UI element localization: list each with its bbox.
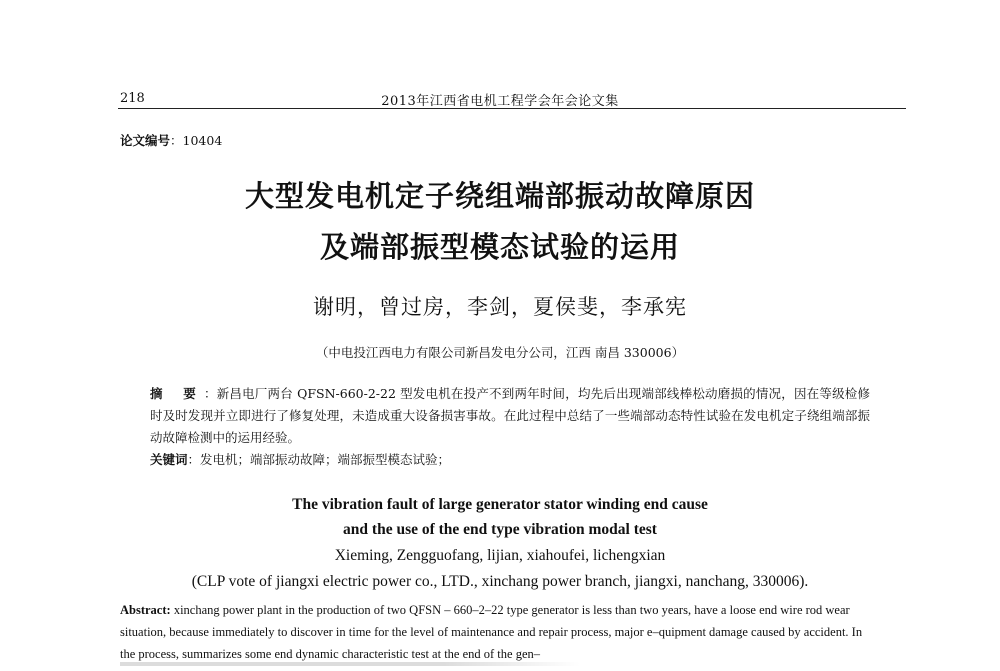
abstract-en-label: Abstract:	[120, 603, 171, 617]
keywords-cn	[150, 450, 870, 468]
title-cn-line-2: 及端部振型模态试验的运用	[319, 230, 680, 264]
abstract-cn-label: 摘 要	[150, 386, 204, 401]
paper-id-value: ：10404	[170, 133, 223, 148]
abstract-cn-text: ：新昌电厂两台 QFSN-660-2-22 型发电机在投产不到两年时间，均先后出现端部线棒松动磨损的情况，因在等级检修时及时发现并立即进行了修复处理，未造成重大设备损害事故。在此过程中总结了一些端部动态特性试验在发电机定子绕组端部振动故障检测中的运用经验。	[150, 386, 871, 445]
page-number: 218	[120, 91, 145, 106]
affiliation-cn: （中电投江西电力有限公司新昌发电分公司，江西 南昌 330006）	[315, 345, 685, 360]
cut-off-next-line	[120, 662, 580, 666]
affiliation-en: (CLP vote of jiangxi electric power co., LTD., xinchang power branch, jiangxi, nanchang, 330006).	[191, 573, 809, 590]
authors-cn: 谢明，曾过房，李剑，夏侯斐，李承宪	[313, 295, 687, 319]
abstract-en	[120, 599, 880, 665]
paper-id	[120, 131, 222, 149]
abstract-en-text: xinchang power plant in the production of two QFSN – 660–2–22 type generator is less than two years, have a loose end wire rod wear situation, because immediately to discover in time for the level of maintenance and repair process, major e–quipment damage caused by accident. In the process, summarizes some end dynamic characteristic test at the end of the gen–	[120, 603, 863, 661]
title-en-line-2: and the use of the end type vibration modal test	[343, 521, 657, 538]
keywords-cn-label: 关键词	[150, 452, 188, 467]
keywords-cn-text: ：发电机；端部振动故障；端部振型模态试验；	[187, 452, 451, 467]
header-rule	[118, 108, 906, 109]
title-en-line-1: The vibration fault of large generator stator winding end cause	[292, 496, 708, 513]
paper-id-label: 论文编号	[120, 133, 171, 148]
abstract-cn	[150, 383, 870, 449]
running-head: 2013年江西省电机工程学会年会论文集	[381, 94, 619, 109]
title-cn-line-1: 大型发电机定子绕组端部振动故障原因	[244, 179, 755, 213]
authors-en: Xieming, Zengguofang, lijian, xiahoufei, lichengxian	[334, 547, 666, 564]
